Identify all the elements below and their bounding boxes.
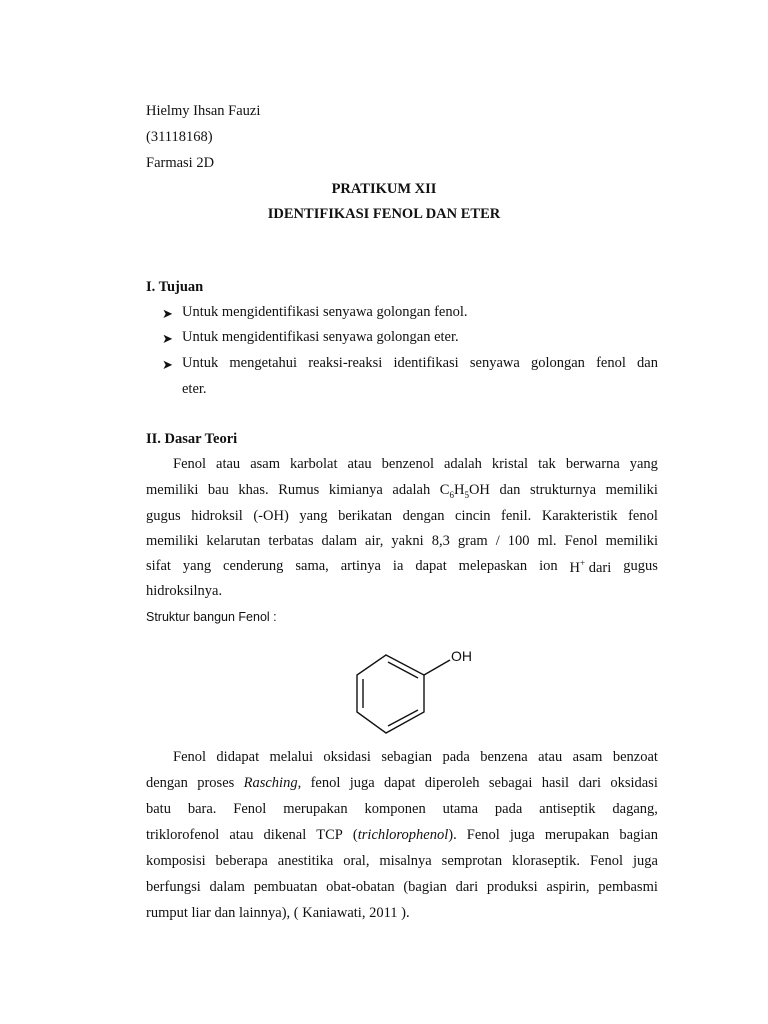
doc-title-line1: PRATIKUM XII — [331, 181, 437, 197]
paragraph-line: sifat yang cenderung sama, artinya ia dapat melepaskan ion H+ dari gugus — [146, 558, 658, 576]
word: mengetahui — [229, 355, 298, 371]
list-item-continuation: eter. — [182, 381, 207, 397]
section-heading-dasar-teori: II. Dasar Teori — [146, 431, 238, 447]
list-item: Untuk mengidentifikasi senyawa golongan eter. — [182, 329, 459, 345]
word: senyawa — [469, 355, 520, 371]
author-name: Hielmy Ihsan Fauzi — [146, 103, 261, 119]
arrow-bullet-icon: ➤ — [162, 357, 173, 372]
paragraph-line: komposisi beberapa anestitika oral, misalnya semprotan kloraseptik. Fenol juga — [146, 853, 658, 869]
word: fenol — [596, 355, 626, 371]
paragraph-line: batu bara. Fenol merupakan komponen utama pada antiseptik dagang, — [146, 801, 658, 817]
list-item — [182, 355, 658, 372]
list-item: Untuk mengidentifikasi senyawa golongan fenol. — [182, 304, 468, 320]
paragraph-line: gugus hidroksil (-OH) yang berikatan dengan cincin fenil. Karakteristik fenol — [146, 508, 658, 524]
arrow-bullet-icon: ➤ — [162, 331, 173, 346]
oh-bond-line — [424, 660, 450, 675]
student-id: (31118168) — [146, 129, 213, 145]
benzene-ring — [357, 655, 424, 733]
section-heading-tujuan: I. Tujuan — [146, 279, 204, 295]
paragraph-line: Fenol didapat melalui oksidasi sebagian pada benzena atau asam benzoat — [173, 749, 658, 765]
doc-title-line2: IDENTIFIKASI FENOL DAN ETER — [267, 206, 501, 222]
phenol-structure-diagram — [340, 640, 490, 740]
word: identifikasi — [393, 355, 459, 371]
structure-caption: Struktur bangun Fenol : — [146, 610, 277, 624]
paragraph-line: Fenol atau asam karbolat atau benzenol adalah kristal tak berwarna yang — [173, 456, 658, 472]
paragraph-line: triklorofenol atau dikenal TCP (trichlorophenol). Fenol juga merupakan bagian — [146, 827, 658, 843]
paragraph-line: berfungsi dalam pembuatan obat-obatan (bagian dari produksi aspirin, pembasmi — [146, 879, 658, 895]
paragraph-line: memiliki kelarutan terbatas dalam air, yakni 8,3 gram / 100 ml. Fenol memiliki — [146, 533, 658, 549]
paragraph-line: dengan proses Rasching, fenol juga dapat diperoleh sebagai hasil dari oksidasi — [146, 775, 658, 791]
arrow-bullet-icon: ➤ — [162, 306, 173, 321]
paragraph-line-last: rumput liar dan lainnya), ( Kaniawati, 2011 ). — [146, 905, 410, 921]
word: Untuk — [182, 355, 219, 371]
class-label: Farmasi 2D — [146, 155, 215, 171]
justified-line — [182, 355, 658, 372]
paragraph-line-last: hidroksilnya. — [146, 583, 223, 599]
word: golongan — [530, 355, 585, 371]
oh-label: OH — [451, 648, 472, 664]
word: reaksi-reaksi — [308, 355, 383, 371]
word: dan — [637, 355, 658, 371]
paragraph-line: memiliki bau khas. Rumus kimianya adalah $C_6H_5OH$ dan strukturnya memiliki — [146, 482, 658, 500]
